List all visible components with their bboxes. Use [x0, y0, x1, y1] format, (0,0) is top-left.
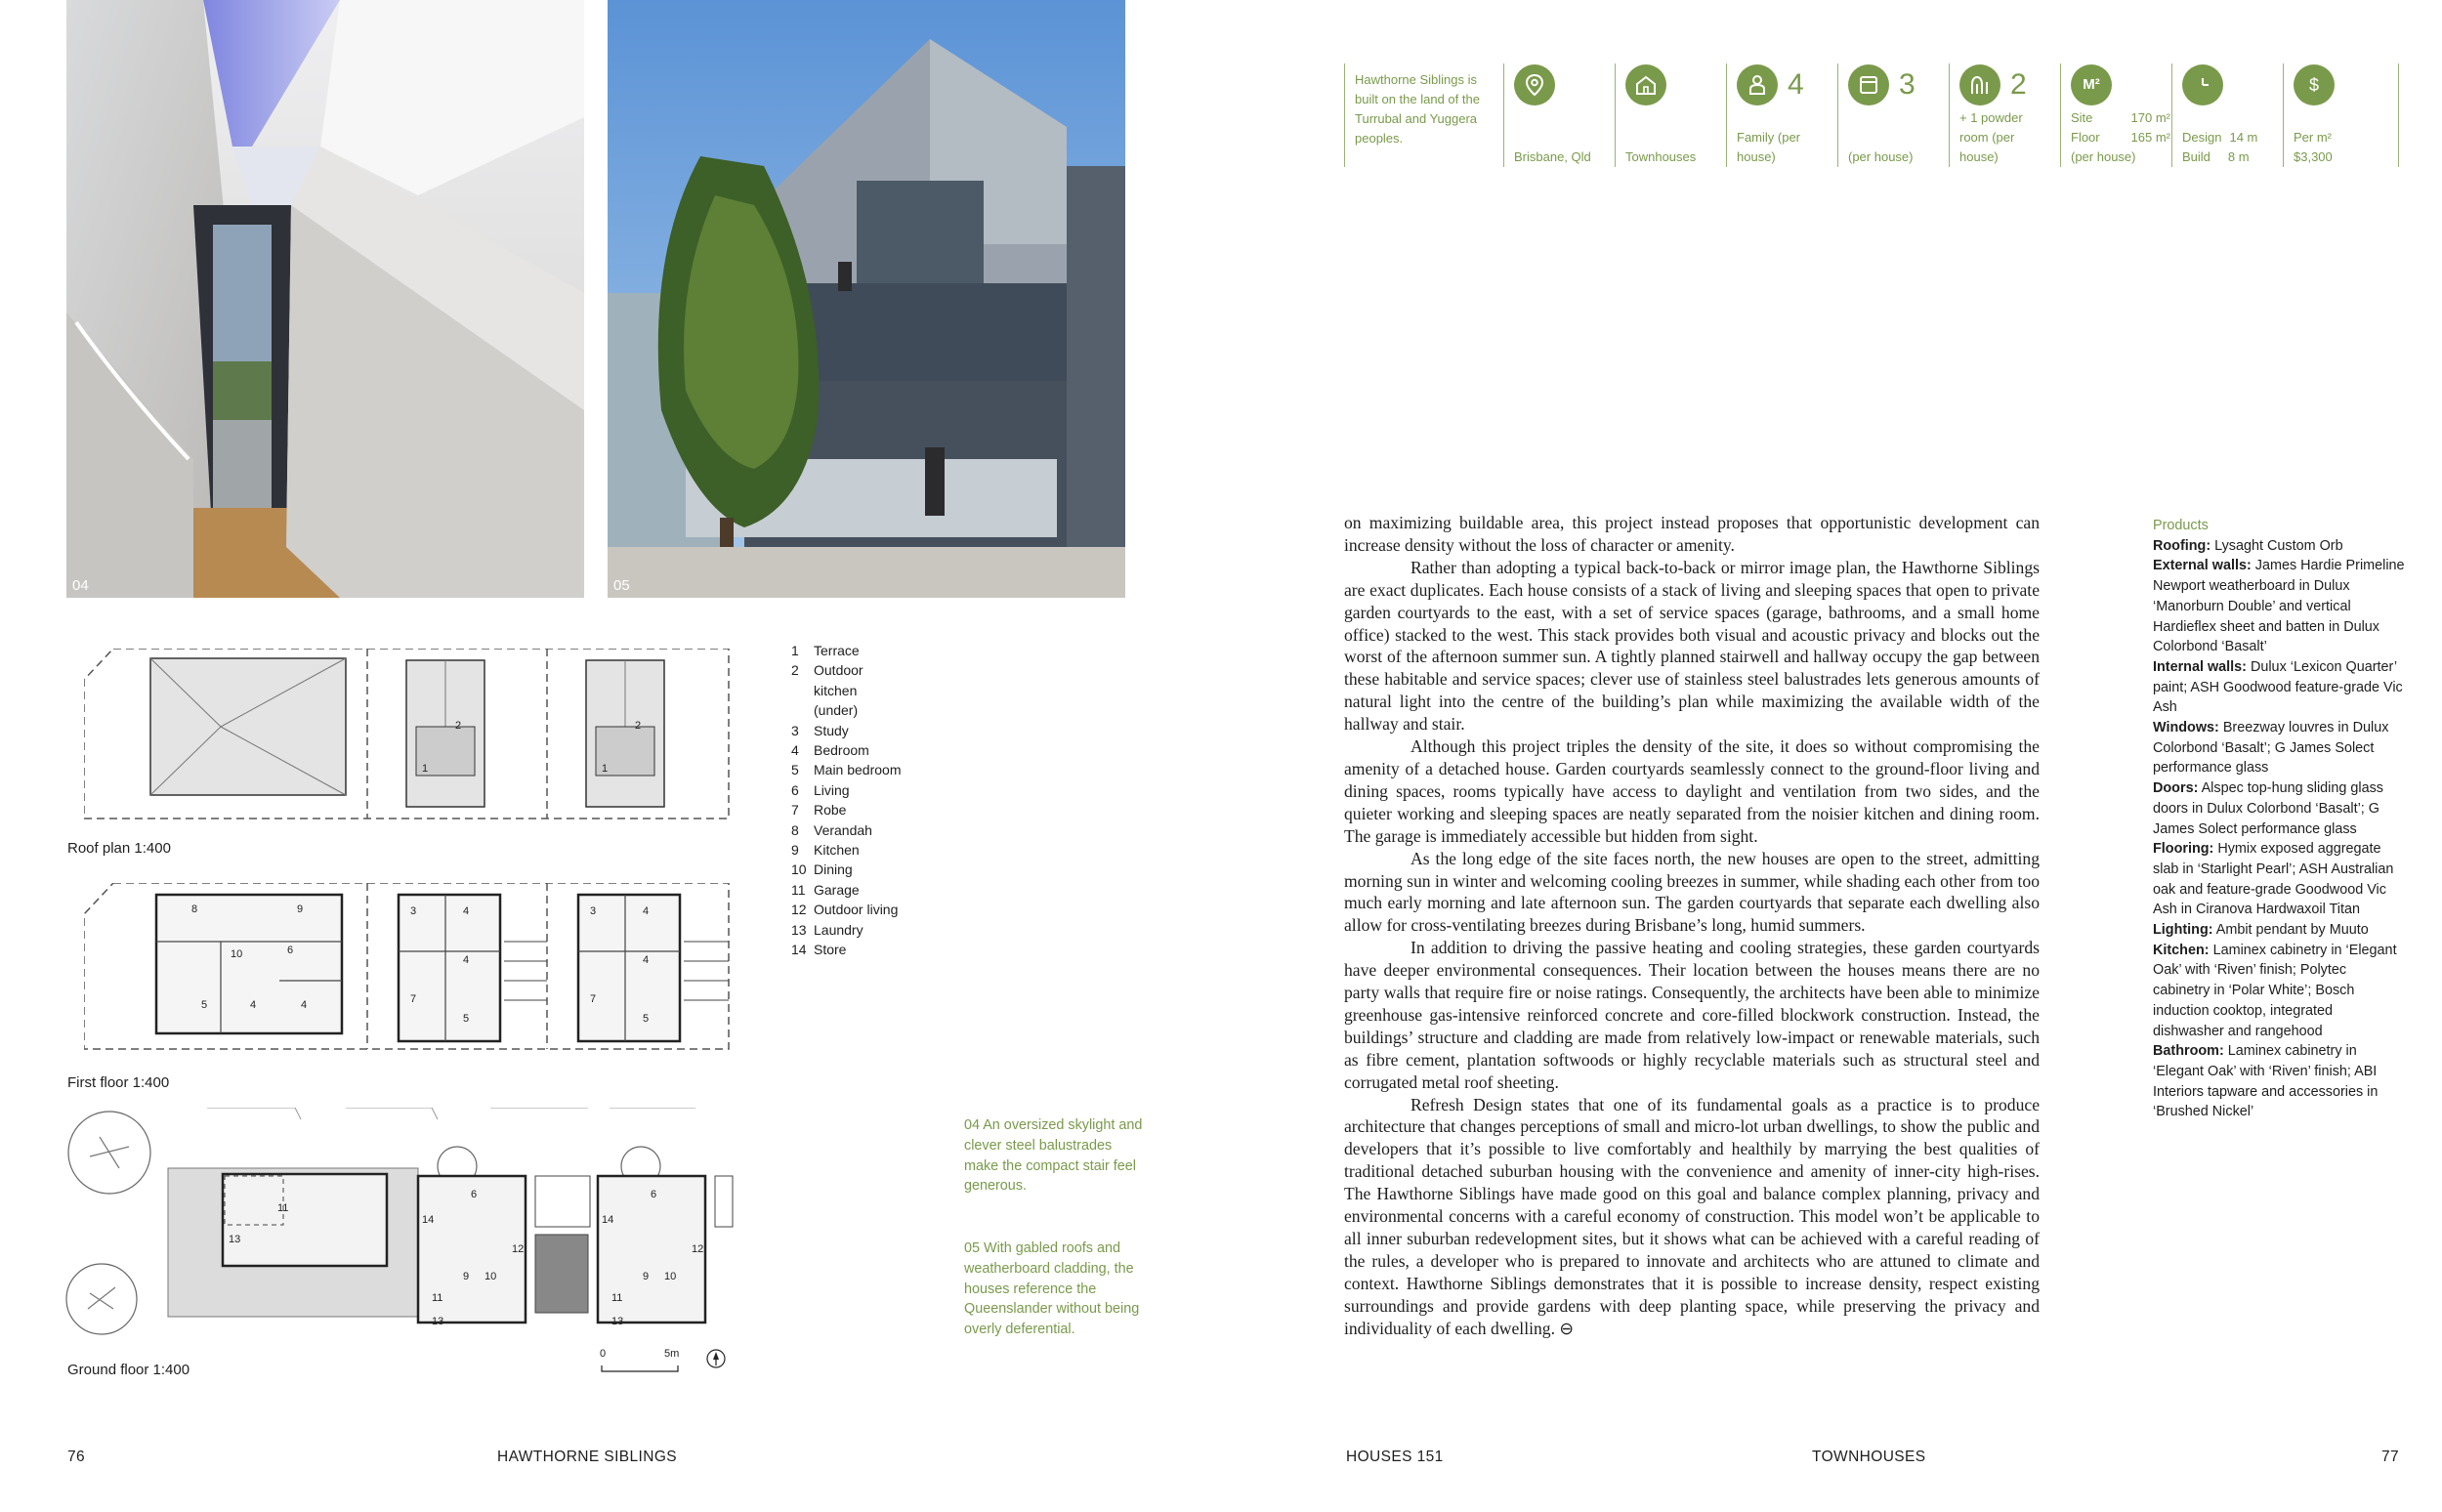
svg-text:6: 6 [287, 945, 294, 956]
svg-text:12: 12 [692, 1243, 704, 1255]
left-running-title: HAWTHORNE SIBLINGS [497, 1449, 678, 1465]
stairwell-photo-illustration [66, 0, 584, 598]
products-heading: Products [2153, 518, 2209, 533]
info-site-row: Site 170 m² [2071, 110, 2170, 125]
body-paragraph: Refresh Design states that one of its fundamental goals as a practice is to produce architecture that changes perceptions of small and micro-lot urban dwellings, to show the public and developers that it’s possible to live comfortably and healthily by marrying the best qualities of traditional detached suburban housing with the convenience and amenity of inner-city high-rises. The Hawthorne Siblings have made good on this goal and balance complex planning, privacy and environmental concerns with a careful economy of construction. This model won’t be applicable to all inner suburban redevelopment sites, but it shows what can be achieved with a careful reading of the rules, a developer who is prepared to innovate and architects who are attuned to climate and context. Hawthorne Siblings demonstrates that it is possible to increase density, respect existing surroundings and provide gardens with deep planting space, while preserving the privacy and individuality of each dwelling. ⊖ [1344, 1094, 2040, 1338]
svg-text:2: 2 [455, 720, 462, 732]
svg-text:13: 13 [229, 1234, 241, 1245]
svg-text:9: 9 [643, 1271, 650, 1282]
caption-05: 05 With gabled roofs and weatherboard cladding, the houses reference the Queenslander without being overly deferential. [964, 1240, 1140, 1338]
clock-icon [2182, 64, 2223, 105]
svg-text:2: 2 [635, 720, 642, 732]
body-paragraph: In addition to driving the passive heating and cooling strategies, these garden courtyards have deeper environmental consequences. Their location between the houses means there are no party walls that require fire or noise ratings. Consequently, the architects have been able to minimize greenhouse gas-intensive reinforced concrete and core-filled blockwork construction. Instead, the buildings’ structure and cladding are made from relatively low-impact or renewable materials, such as fibre cement, plantation softwoods or highly recyclable materials such as structural steel and corrugated metal roof sheeting. [1344, 938, 2040, 1092]
caption-04: 04 An oversized skylight and clever steel balustrades make the compact stair feel generous. [964, 1117, 1143, 1195]
right-page-number: 77 [2381, 1449, 2400, 1465]
ground-floor-plan-drawing [61, 1108, 735, 1338]
person-icon [1737, 64, 1778, 105]
svg-text:10: 10 [484, 1271, 497, 1282]
products-list [2153, 516, 2405, 1122]
svg-text:5: 5 [201, 999, 208, 1011]
location-pin-icon [1514, 64, 1555, 105]
legend-item: 5 Main bedroom [791, 762, 902, 778]
svg-text:8: 8 [191, 903, 198, 915]
info-cost [2283, 63, 2398, 167]
info-bedrooms [1837, 63, 1949, 167]
info-time [2171, 63, 2283, 167]
info-type [1615, 63, 1726, 167]
info-bathrooms-count: 2 [2010, 68, 2027, 101]
info-family [1726, 63, 1837, 167]
house-icon [1625, 64, 1666, 105]
left-page-number: 76 [67, 1449, 86, 1465]
svg-text:7: 7 [590, 993, 597, 1005]
photo-05-facade [608, 0, 1125, 598]
svg-text:6: 6 [651, 1189, 657, 1200]
legend-item: 3 Study [791, 722, 849, 738]
legend-item: 7 Robe [791, 802, 847, 819]
svg-text:9: 9 [463, 1271, 470, 1282]
info-bedrooms-count: 3 [1899, 68, 1916, 101]
facade-photo-illustration [608, 0, 1125, 598]
product-item: Internal walls: Dulux ‘Lexicon Quarter’ paint; ASH Goodwood feature-grade Vic Ash [2153, 658, 2403, 716]
legend-item: 1 Terrace [791, 643, 860, 658]
photo-05-number: 05 [613, 577, 630, 594]
svg-text:7: 7 [410, 993, 417, 1005]
svg-text:4: 4 [643, 905, 650, 917]
legend-item: 12 Outdoor living [791, 902, 899, 918]
product-item: Roofing: Lysaght Custom Orb [2153, 537, 2343, 554]
body-paragraph: As the long edge of the site faces north, the new houses are open to the street, admitting morning sun in winter and welcoming cooling breezes in summer, while shading each other from too much early morning and late afternoon sun. The garden courtyards that separate each dwelling also allow for cross-ventilating breezes during Brisbane’s long, humid summers. [1344, 848, 2040, 936]
first-floor-plan-label: First floor 1:400 [67, 1074, 170, 1091]
info-location-text: Brisbane, Qld [1514, 149, 1591, 164]
svg-text:13: 13 [611, 1316, 624, 1327]
svg-text:11: 11 [277, 1202, 289, 1214]
info-floor-row: Floor 165 m² [2071, 130, 2170, 145]
legend-item: 13 Laundry [791, 921, 863, 938]
svg-text:14: 14 [602, 1214, 614, 1226]
info-family-label: Family (per house) [1737, 130, 1801, 164]
legend-item: 6 Living [791, 781, 850, 798]
legend-item: 11 Garage [791, 881, 860, 898]
info-area-text [2071, 108, 2170, 167]
product-item: Kitchen: Laminex cabinetry in ‘Elegant Oak’ with ‘Riven’ finish; Polytec cabinetry in ‘Polar White’; Bosch induction cooktop, integrated dishwasher and rangehood [2153, 942, 2397, 1039]
product-item: External walls: James Hardie Primeline Newport weatherboard in Dulux ‘Manorburn Double’ and vertical Hardieflex sheet and batten in Dulux Colorbond ‘Basalt’ [2153, 558, 2405, 655]
roof-plan-drawing [84, 649, 731, 822]
scale-bar-five: 5m [664, 1348, 680, 1360]
info-acknowledgement: Hawthorne Siblings is built on the land of the Turrubal and Yuggera peoples. [1344, 63, 1500, 167]
north-arrow-icon [705, 1348, 727, 1369]
svg-text:5: 5 [643, 1013, 650, 1025]
svg-text:4: 4 [250, 999, 257, 1011]
article-body [1344, 512, 2040, 1340]
scale-bar [596, 1348, 694, 1381]
roof-plan-label: Roof plan 1:400 [67, 840, 171, 857]
legend-item: 14 Store [791, 942, 847, 958]
body-paragraph: Although this project triples the density of the site, it does so without compromising the amenity of a detached house. Garden courtyards seamlessly connect to the ground-floor living and dining spaces, rooms typically have access to daylight and ventilation from two sides, and the quieter working and sleeping spaces are neatly separated from the noisier kitchen and dining room. The garage is immediately accessible but hidden from sight. [1344, 736, 2040, 846]
product-item: Windows: Breezway louvres in Dulux Colorbond ‘Basalt’; G James Solect performance glass [2153, 720, 2389, 777]
svg-text:11: 11 [611, 1292, 623, 1304]
product-item: Bathroom: Laminex cabinetry in ‘Elegant Oak’ with ‘Riven’ finish; ABI Interiors tapware and accessories in ‘Brushed Nickel’ [2153, 1043, 2379, 1120]
first-floor-plan-drawing [84, 883, 731, 1053]
dollar-icon: $ [2294, 64, 2335, 105]
product-item: Flooring: Hymix exposed aggregate slab in ‘Starlight Pearl’; ASH Australian oak and feature-grade Goodwood Vic Ash in Ciranova Hardwaxoil Titan [2153, 841, 2394, 918]
info-family-count: 4 [1788, 68, 1804, 101]
info-bedrooms-label: (per house) [1848, 149, 1914, 164]
bed-icon [1848, 64, 1889, 105]
info-time-text [2182, 128, 2270, 167]
info-cost-text: Per m² $3,300 [2294, 130, 2333, 164]
svg-text:1: 1 [422, 763, 429, 775]
svg-text:4: 4 [301, 999, 308, 1011]
legend-item: 2 Outdoor kitchen (under) [791, 662, 863, 719]
svg-text:4: 4 [463, 905, 470, 917]
info-bathrooms [1949, 63, 2060, 167]
svg-text:10: 10 [664, 1271, 677, 1282]
photo-04-stairwell [66, 0, 584, 598]
product-item: Doors: Alspec top-hung sliding glass doors in Dulux Colorbond ‘Basalt’; G James Solect performance glass [2153, 780, 2383, 837]
info-build-row: Build 8 m [2182, 149, 2250, 164]
info-design-row: Design 14 m [2182, 130, 2258, 145]
svg-text:3: 3 [590, 905, 597, 917]
info-area-note: (per house) [2071, 149, 2136, 164]
scale-bar-line [596, 1364, 694, 1375]
svg-text:1: 1 [602, 763, 609, 775]
svg-text:4: 4 [643, 954, 650, 966]
svg-text:6: 6 [471, 1189, 478, 1200]
svg-text:12: 12 [512, 1243, 525, 1255]
ground-floor-plan-label: Ground floor 1:400 [67, 1362, 190, 1378]
info-bathrooms-label: + 1 powder room (per house) [1959, 110, 2023, 164]
svg-text:5: 5 [463, 1013, 470, 1025]
photo-04-number: 04 [72, 577, 89, 594]
svg-text:10: 10 [231, 948, 243, 960]
svg-text:13: 13 [432, 1316, 444, 1327]
magazine-issue: HOUSES 151 [1346, 1449, 1444, 1465]
room-legend [791, 641, 947, 960]
info-location [1503, 63, 1615, 167]
scale-bar-zero: 0 [600, 1348, 607, 1360]
body-paragraph: on maximizing buildable area, this project instead proposes that opportunistic development can increase density without the loss of character or amenity. [1344, 513, 2040, 555]
svg-text:11: 11 [432, 1292, 443, 1304]
area-m2-icon: M² [2071, 64, 2112, 105]
legend-item: 10 Dining [791, 861, 853, 878]
svg-text:9: 9 [297, 903, 304, 915]
bath-icon [1959, 64, 2000, 105]
legend-item: 4 Bedroom [791, 742, 869, 759]
legend-item: 9 Kitchen [791, 842, 860, 859]
info-area [2060, 63, 2171, 167]
legend-item: 8 Verandah [791, 821, 872, 838]
right-running-section: TOWNHOUSES [1812, 1449, 1926, 1465]
info-type-text: Townhouses [1625, 149, 1697, 164]
body-paragraph: Rather than adopting a typical back-to-back or mirror image plan, the Hawthorne Siblings are exact duplicates. Each house consists of a stack of living and sleeping spaces that open to private garden courtyards to the east, with a set of service spaces (garage, bathrooms, and a small home office) stacked to the west. This stack provides both visual and acoustic privacy and blocks out the worst of the afternoon summer sun. A tightly planned stairwell and hallway occupy the gap between these habitable and service spaces; clever use of stainless steel balustrades lets generous amounts of natural light into the centre of the building’s plan while maximizing the available width of the hallway and stair. [1344, 557, 2040, 735]
info-strip-end-rule [2398, 63, 2399, 167]
svg-text:14: 14 [422, 1214, 435, 1226]
product-item: Lighting: Ambit pendant by Muuto [2153, 922, 2369, 939]
svg-text:3: 3 [410, 905, 417, 917]
svg-text:4: 4 [463, 954, 470, 966]
